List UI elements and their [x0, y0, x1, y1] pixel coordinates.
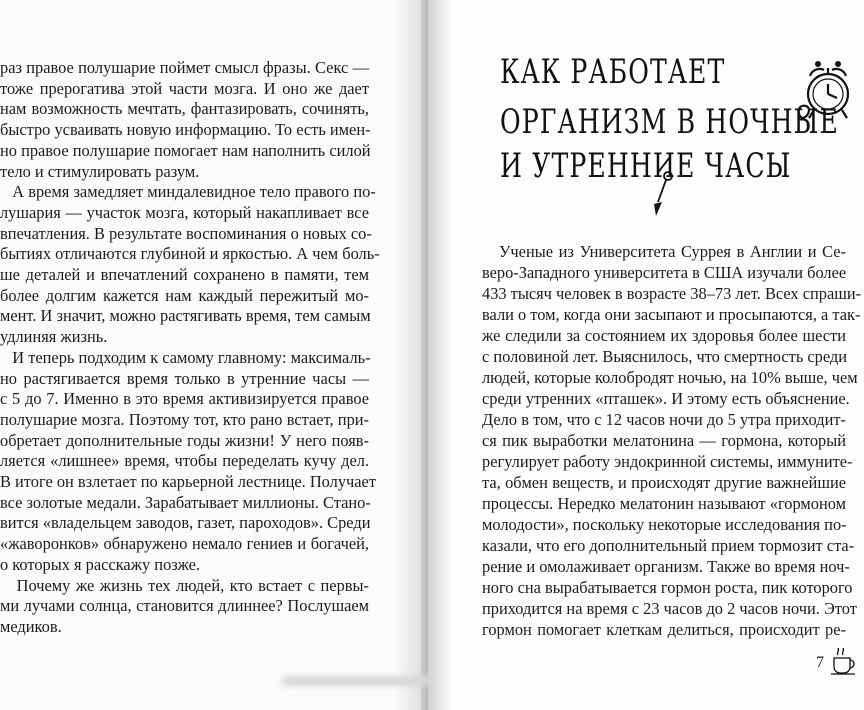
- left-page-text-line: медиков.: [0, 616, 62, 636]
- left-page-text-line: В итоге он взлетает по карьерной лестнице. Получает: [0, 472, 376, 491]
- right-page-text-line: рение и омолаживает организм. Также во время ноч-: [482, 557, 850, 576]
- left-page-text-line: А время замедляет миндалевидное тело правого по-: [0, 182, 376, 202]
- right-page: [428, 0, 864, 710]
- right-page-text-line: веро-Западного университета в США изучали более: [482, 263, 847, 282]
- right-page-text-line: ного сна вырабатывается гормон роста, пик которого: [482, 578, 853, 597]
- left-page-text-line: обретает дополнительные годы жизни! У него появ-: [0, 430, 369, 450]
- right-page-text-line: 433 тысяч человек в возрасте 38–73 лет. Всех спраши-: [482, 284, 862, 303]
- left-page-text-line: о которых я расскажу позже.: [0, 554, 200, 574]
- chapter-title-line-2: ОРГАНИЗМ В НОЧНЫЕ: [500, 102, 840, 142]
- left-page-text-line: тоже прерогатива этой части мозга. И оно же дает: [0, 78, 369, 98]
- left-page-text-line: ше деталей и впечатлений сохранено в памяти, тем: [0, 265, 369, 284]
- left-page-text-line: ляется «лишнее» время, чтобы переделать кучу дел.: [0, 451, 369, 471]
- left-page-text-line: удлиняя жизнь.: [0, 327, 108, 347]
- left-page-text-line: Почему же жизнь тех людей, кто встает с первы-: [0, 575, 369, 595]
- left-page-text-line: все золотые медали. Зарабатывает миллионы. Стано-: [0, 492, 371, 512]
- left-page-text-line: вится «владельцем заводов, газет, пароходов». Среди: [0, 513, 371, 533]
- gutter-shadow-right: [428, 0, 452, 710]
- right-page-text-line: та, обмен веществ, и происходят другие важнейшие: [482, 473, 846, 492]
- left-page-text-line: полушарие мозга. Поэтому тот, кто рано встает, при-: [0, 409, 369, 429]
- right-page-text-line: ся пик выработки мелатонина — гормона, который: [482, 431, 846, 450]
- left-page-text-line: мент. И значит, можно растягивать время, тем самым: [0, 306, 371, 326]
- clock-hand-icon: [650, 168, 676, 218]
- right-page-text-line: с половиной лет. Выяснилось, что смертность среди: [482, 347, 848, 366]
- right-page-text-line: казали, что его дополнительный прием тормозит ста-: [482, 536, 855, 555]
- right-page-text-line: Ученые из Университета Суррея в Англии и Се-: [482, 242, 846, 261]
- left-page-text-line: тело и стимулировать разум.: [0, 161, 200, 181]
- chapter-title-line-1: КАК РАБОТАЕТ: [500, 52, 726, 92]
- left-page-text-line: быстро усваивать новую информацию. То есть имен-: [0, 120, 371, 140]
- right-page-text-line: процессы. Нередко мелатонин называют «гормоном: [482, 494, 846, 513]
- page-number: 7: [816, 654, 824, 671]
- coffee-cup-icon: [828, 646, 858, 676]
- right-page-text-line: регулирует работу эндокринной системы, иммуните-: [482, 452, 853, 471]
- right-page-text-line: вали о том, когда они засыпают и просыпаются, а так-: [482, 305, 861, 324]
- left-page-text-line: но растягивается время только в утренние часы —: [0, 368, 369, 388]
- gutter-shadow: [395, 0, 428, 710]
- left-page-text-line: И теперь подходим к самому главному: максималь-: [0, 347, 371, 367]
- left-page-text-line: «жаворонков» обнаружено немало гениев и богачей,: [0, 534, 369, 554]
- left-page-text-line: бытиях отличаются глубиной и яркостью. А чем боль-: [0, 244, 380, 264]
- left-page-text-line: лушария — участок мозга, который накапливает все: [0, 202, 369, 222]
- left-page-text-line: ми лучами солнца, становится длиннее? Послушаем: [0, 596, 369, 616]
- right-page-text-line: же следили за состоянием их здоровья более шести: [482, 326, 846, 345]
- blurred-footer: [282, 676, 432, 686]
- left-page-text-line: раз правое полушарие поймет смысл фразы. Секс —: [0, 58, 369, 77]
- right-page-text-line: среди утренних «пташек». И этому есть объяснение.: [482, 389, 850, 408]
- right-page-text-line: молодости», поскольку некоторые исследования по-: [482, 515, 847, 534]
- right-page-text-line: людей, которые колобродят ночью, на 10% выше, чем: [482, 368, 858, 387]
- right-page-text-line: Дело в том, что с 12 часов ночи до 5 утра приходит-: [482, 410, 846, 429]
- right-page-text-line: гормон помогает клеткам делиться, происходит ре-: [482, 620, 846, 639]
- left-page-text-line: нам возможность мечтать, фантазировать, сочинять,: [0, 99, 369, 119]
- chapter-title-line-3: И УТРЕННИЕ ЧАСЫ: [500, 146, 792, 186]
- alarm-clock-icon: [796, 44, 858, 136]
- left-page-text-line: с 5 до 7. Именно в это время активизируется правое: [0, 389, 369, 409]
- left-page-text-line: но правое полушарие помогает нам наполнить силой: [0, 140, 371, 160]
- left-page-text-line: впечатления. В результате воспоминания о новых со-: [0, 223, 372, 243]
- right-page-text-line: приходится на время с 23 часов до 2 часов ночи. Этот: [482, 599, 857, 618]
- left-page-text-line: более долгим кажется нам каждый пережитый мо-: [0, 285, 369, 305]
- left-page: [0, 0, 421, 710]
